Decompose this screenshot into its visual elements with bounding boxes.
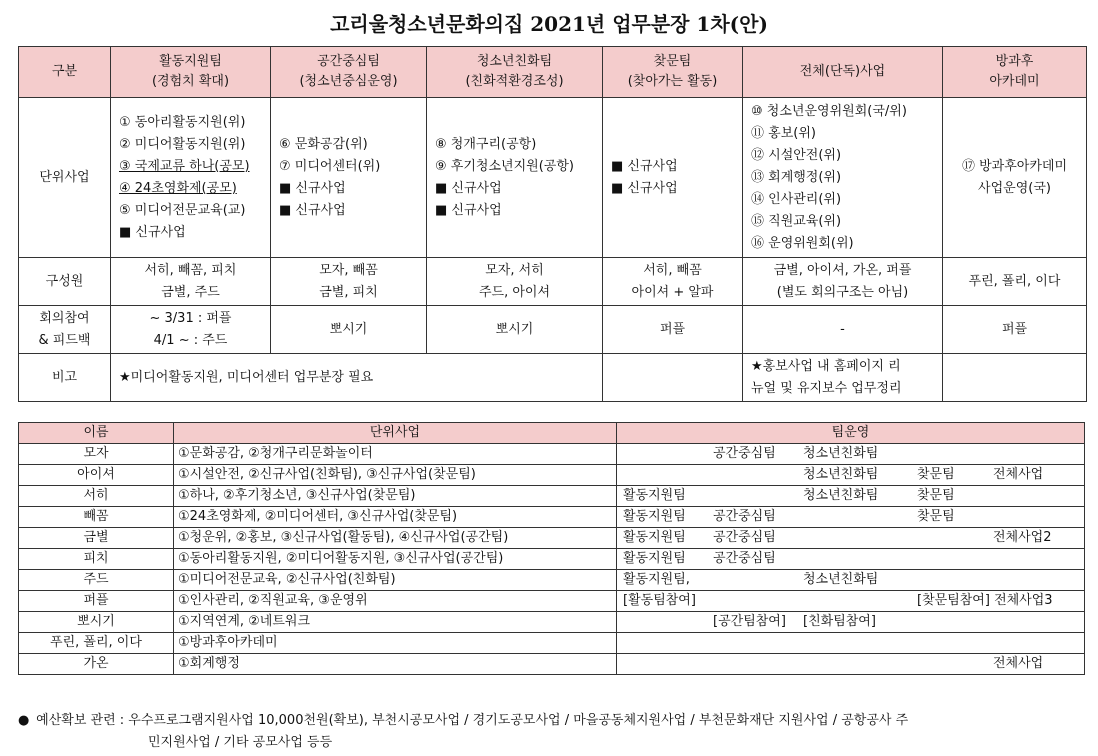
- members-academy: 푸린, 폴리, 이다: [943, 258, 1087, 306]
- member-ops: [617, 612, 1085, 633]
- header-ops: 팀운영: [617, 423, 1085, 444]
- team-op-label: 전체사업2: [993, 530, 1052, 545]
- members-space: 모자, 빼꼼 금별, 피치: [271, 258, 427, 306]
- team-op-label: 청소년친화팀: [803, 488, 879, 503]
- members-row: [19, 258, 1087, 306]
- table-row: [19, 570, 1085, 591]
- member-units: ①동아리활동지원, ②미디어활동지원, ③신규사업(공간팀): [174, 549, 617, 570]
- member-units: ①인사관리, ②직원교육, ③운영위: [174, 591, 617, 612]
- units-outreach: ■ 신규사업 ■ 신규사업: [603, 98, 743, 258]
- units-row: [19, 98, 1087, 258]
- member-name: 빼꼼: [19, 507, 174, 528]
- members-friendly: 모자, 서히 주드, 아이셔: [427, 258, 603, 306]
- member-units: ①청운위, ②홍보, ③신규사업(활동팀), ④신규사업(공간팀): [174, 528, 617, 549]
- bullet-icon: ●: [18, 713, 30, 728]
- member-name: 퍼플: [19, 591, 174, 612]
- remarks-right: ★홍보사업 내 홈페이지 리 뉴얼 및 유지보수 업무정리: [743, 354, 943, 402]
- meeting-activity: ~ 3/31 : 퍼플 4/1 ~ : 주드: [111, 306, 271, 354]
- members-activity: 서히, 빼꼼, 피치 금별, 주드: [111, 258, 271, 306]
- team-op-label: 전체사업: [993, 656, 1044, 671]
- member-units: ①문화공감, ②청개구리문화놀이터: [174, 444, 617, 465]
- team-op-label: 활동지원팀: [623, 509, 686, 524]
- table-row: [19, 465, 1085, 486]
- row-label-meeting: 회의참여 & 피드백: [19, 306, 111, 354]
- member-name: 아이셔: [19, 465, 174, 486]
- team-op-label: 활동지원팀: [623, 488, 686, 503]
- row-label-members: 구성원: [19, 258, 111, 306]
- units-space: ⑥ 문화공감(위) ⑦ 미디어센터(위) ■ 신규사업 ■ 신규사업: [271, 98, 427, 258]
- member-ops: [617, 507, 1085, 528]
- meeting-academy: 퍼플: [943, 306, 1087, 354]
- units-overall: ⑩ 청소년운영위원회(국/위) ⑪ 홍보(위) ⑫ 시설안전(위) ⑬ 회계행정(위) ⑭ 인사관리(위) ⑮ 직원교육(위) ⑯ 운영위원회(위): [743, 98, 943, 258]
- member-ops: [617, 549, 1085, 570]
- member-header-row: [19, 423, 1085, 444]
- member-ops: [617, 444, 1085, 465]
- remarks-academy: [943, 354, 1087, 402]
- team-header-academy: 방과후 아카데미: [943, 47, 1087, 98]
- table-row: [19, 444, 1085, 465]
- meeting-space: 뽀시기: [271, 306, 427, 354]
- team-op-label: 청소년친화팀: [803, 446, 879, 461]
- member-ops: [617, 570, 1085, 591]
- budget-note: [18, 710, 1086, 754]
- team-header-activity: 활동지원팀 (경험치 확대): [111, 47, 271, 98]
- team-op-label: 공간중심팀: [713, 446, 776, 461]
- page-title: 고리울청소년문화의집 2021년 업무분장 1차(안): [330, 12, 768, 36]
- team-op-label: [친화팀참여]: [803, 614, 876, 629]
- row-label-remarks: 비고: [19, 354, 111, 402]
- team-op-label: 활동지원팀: [623, 530, 686, 545]
- units-friendly: ⑧ 청개구리(공항) ⑨ 후기청소년지원(공항) ■ 신규사업 ■ 신규사업: [427, 98, 603, 258]
- meeting-overall: -: [743, 306, 943, 354]
- header-name: 이름: [19, 423, 174, 444]
- team-header-outreach: 찾문팀 (찾아가는 활동): [603, 47, 743, 98]
- table-row: [19, 654, 1085, 675]
- members-overall: 금별, 아이셔, 가온, 퍼플 (별도 회의구조는 아님): [743, 258, 943, 306]
- table-row: [19, 549, 1085, 570]
- note-line-2: 민지원사업 / 기타 공모사업 등등: [148, 735, 333, 750]
- member-ops: [617, 591, 1085, 612]
- meeting-friendly: 뽀시기: [427, 306, 603, 354]
- team-op-label: 공간중심팀: [713, 551, 776, 566]
- member-units: ①회계행정: [174, 654, 617, 675]
- team-header-space: 공간중심팀 (청소년중심운영): [271, 47, 427, 98]
- units-activity: ① 동아리활동지원(위) ② 미디어활동지원(위) ③ 국제교류 하나(공모) ④ 24초영화제(공모) ⑤ 미디어전문교육(교) ■ 신규사업: [111, 98, 271, 258]
- team-op-label: 청소년친화팀: [803, 467, 879, 482]
- member-ops: [617, 528, 1085, 549]
- table-row: [19, 507, 1085, 528]
- meeting-row: [19, 306, 1087, 354]
- member-ops: [617, 486, 1085, 507]
- member-units: ①지역연계, ②네트워크: [174, 612, 617, 633]
- table-row: [19, 528, 1085, 549]
- member-name: 피치: [19, 549, 174, 570]
- team-op-label: 활동지원팀,: [623, 572, 690, 587]
- work-assignment-table: [18, 46, 1087, 402]
- member-name: 모자: [19, 444, 174, 465]
- member-name: 금별: [19, 528, 174, 549]
- remarks-outreach: [603, 354, 743, 402]
- table-row: [19, 612, 1085, 633]
- member-units: ①24초영화제, ②미디어센터, ③신규사업(찾문팀): [174, 507, 617, 528]
- team-op-label: 찾문팀: [917, 488, 955, 503]
- team-op-label: 공간중심팀: [713, 530, 776, 545]
- team-op-label: 공간중심팀: [713, 509, 776, 524]
- remarks-row: [19, 354, 1087, 402]
- member-name: 푸린, 폴리, 이다: [19, 633, 174, 654]
- team-header-overall: 전체(단독)사업: [743, 47, 943, 98]
- note-line-1: 예산확보 관련 : 우수프로그램지원사업 10,000천원(확보), 부천시공모사업 / 경기도공모사업 / 마을공동체지원사업 / 부천문화재단 지원사업 / 공항공사 주: [36, 713, 909, 728]
- team-header-row: [19, 47, 1087, 98]
- member-rows: [19, 444, 1085, 675]
- team-op-label: 활동지원팀: [623, 551, 686, 566]
- team-op-label: [찾문팀참여] 전체사업3: [917, 593, 1053, 608]
- member-ops: [617, 633, 1085, 654]
- team-op-label: 전체사업: [993, 467, 1044, 482]
- table-row: [19, 486, 1085, 507]
- members-outreach: 서히, 빼꼼 아이셔 + 알파: [603, 258, 743, 306]
- member-units: ①미디어전문교육, ②신규사업(친화팀): [174, 570, 617, 591]
- member-name: 뽀시기: [19, 612, 174, 633]
- table-row: [19, 633, 1085, 654]
- team-op-label: 청소년친화팀: [803, 572, 879, 587]
- member-units: ①시설안전, ②신규사업(친화팀), ③신규사업(찾문팀): [174, 465, 617, 486]
- member-units: ①방과후아카데미: [174, 633, 617, 654]
- table-row: [19, 591, 1085, 612]
- member-ops: [617, 654, 1085, 675]
- row-label-units: 단위사업: [19, 98, 111, 258]
- member-name: 가온: [19, 654, 174, 675]
- corner-header: 구분: [19, 47, 111, 98]
- member-name: 서히: [19, 486, 174, 507]
- remarks-left: ★미디어활동지원, 미디어센터 업무분장 필요: [111, 354, 603, 402]
- team-op-label: 찾문팀: [917, 509, 955, 524]
- team-op-label: [활동팀참여]: [623, 593, 696, 608]
- member-assignment-table: [18, 422, 1085, 675]
- team-op-label: 찾문팀: [917, 467, 955, 482]
- meeting-outreach: 퍼플: [603, 306, 743, 354]
- header-units: 단위사업: [174, 423, 617, 444]
- member-units: ①하나, ②후기청소년, ③신규사업(찾문팀): [174, 486, 617, 507]
- team-op-label: [공간팀참여]: [713, 614, 786, 629]
- member-ops: [617, 465, 1085, 486]
- units-academy: ⑰ 방과후아카데미 사업운영(국): [943, 98, 1087, 258]
- team-header-friendly: 청소년친화팀 (친화적환경조성): [427, 47, 603, 98]
- member-name: 주드: [19, 570, 174, 591]
